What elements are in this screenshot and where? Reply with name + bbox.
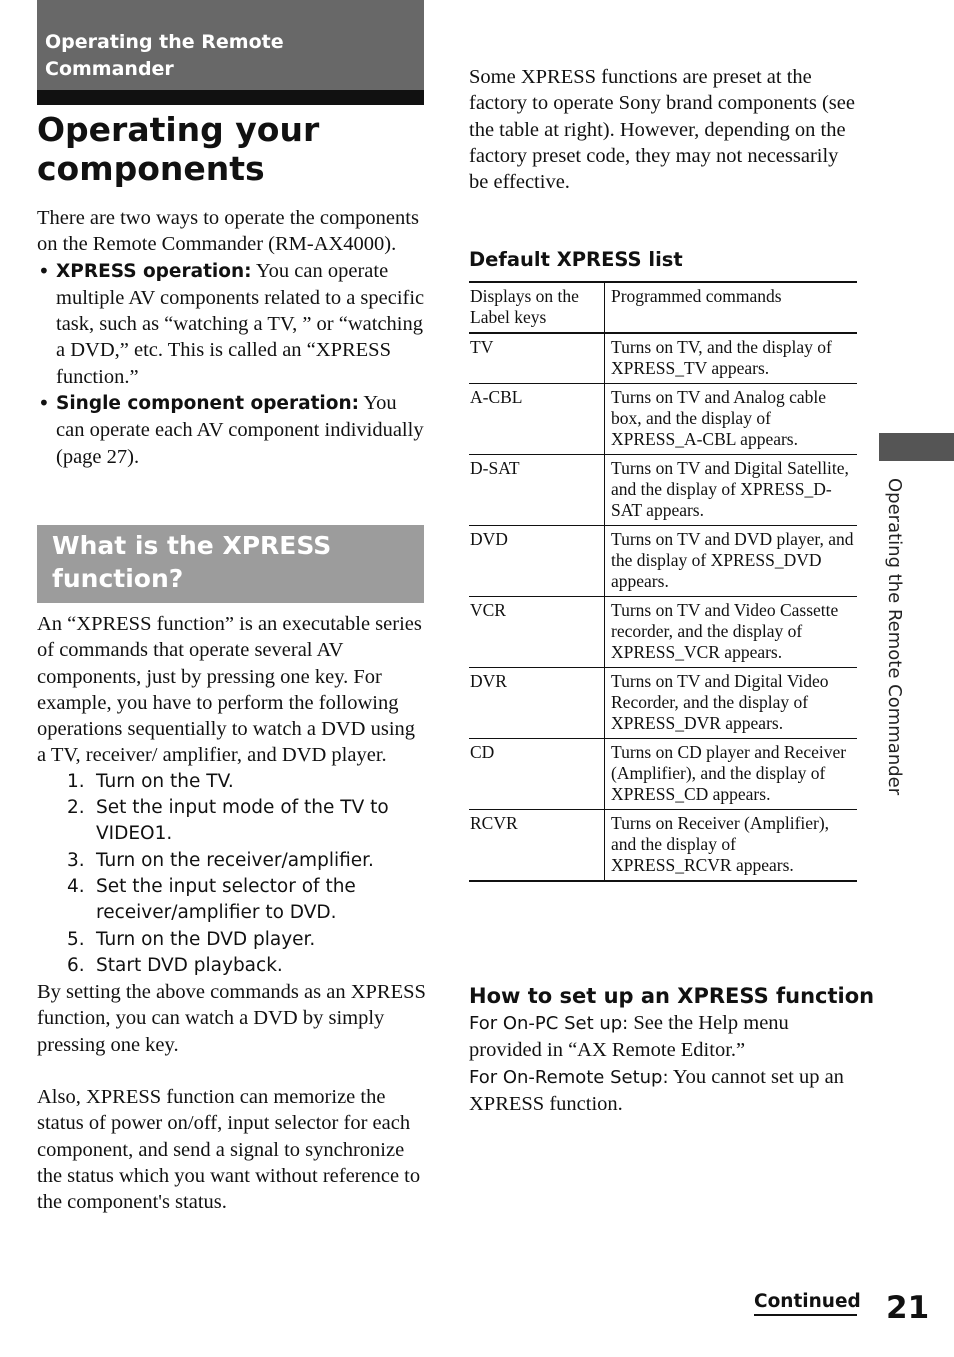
howto-section xyxy=(469,1010,859,1117)
step-text: Set the input mode of the TV to VIDEO1. xyxy=(96,797,389,845)
table-row xyxy=(469,810,857,882)
table-cell-key: VCR xyxy=(469,597,605,668)
table-cell-command: Turns on TV and Digital Video Recorder, and the display of XPRESS_DVR appears. xyxy=(605,668,858,739)
xpress-paragraph-3: Also, XPRESS function can memorize the status of power on/off, input selector for each component, and send a signal to synchronize the status which you want without reference to the component's status. xyxy=(37,1086,421,1214)
bullet-text: You can operate each AV component individually (page 27). xyxy=(56,392,424,468)
onpc-instruction xyxy=(469,1010,859,1064)
table-row xyxy=(469,739,857,810)
step-item xyxy=(37,795,427,848)
page-title-line1: Operating your xyxy=(37,110,320,149)
paragraph-gap xyxy=(37,1058,427,1084)
step-item xyxy=(37,953,427,979)
table-cell-command: Turns on TV and Video Cassette recorder, and the display of XPRESS_VCR appears. xyxy=(605,597,858,668)
table-cell-command: Turns on Receiver (Amplifier), and the display of XPRESS_RCVR appears. xyxy=(605,810,858,882)
table-row xyxy=(469,597,857,668)
side-section-label: Operating the Remote Commander xyxy=(884,478,905,796)
table-cell-command: Turns on TV and Digital Satellite, and the display of XPRESS_D-SAT appears. xyxy=(605,455,858,526)
page-number: 21 xyxy=(886,1290,930,1326)
step-item xyxy=(37,874,427,927)
default-xpress-table xyxy=(469,281,857,882)
xpress-paragraph-2: By setting the above commands as an XPRESS function, you can watch a DVD by simply pressing one key. xyxy=(37,981,426,1056)
intro-paragraph: There are two ways to operate the components on the Remote Commander (RM-AX4000). xyxy=(37,207,419,256)
operation-methods-list xyxy=(37,258,427,470)
preset-paragraph: Some XPRESS functions are preset at the factory to operate Sony brand components (see the table at right). However, depending on the factory preset code, they may not necessarily be effective. xyxy=(469,66,855,194)
table-row xyxy=(469,526,857,597)
bullet-single-component-operation xyxy=(37,390,427,470)
table-row xyxy=(469,455,857,526)
onremote-text: You cannot set up an XPRESS function. xyxy=(469,1065,844,1115)
step-text: Turn on the receiver/amplifier. xyxy=(96,849,374,871)
onremote-label: For On-Remote Setup: xyxy=(469,1066,669,1088)
table-cell-command: Turns on TV and Analog cable box, and the display of XPRESS_A-CBL appears. xyxy=(605,384,858,455)
howto-title: How to set up an XPRESS function xyxy=(469,984,875,1008)
table-header-row xyxy=(469,282,857,333)
step-text: Turn on the DVD player. xyxy=(96,928,316,950)
onpc-label: For On-PC Set up: xyxy=(469,1013,629,1034)
section-header-line1: Operating the Remote xyxy=(45,31,284,53)
bullet-xpress-operation xyxy=(37,258,427,390)
step-number: 3. xyxy=(67,849,85,871)
table-row xyxy=(469,668,857,739)
step-text: Set the input selector of the receiver/amplifier to DVD. xyxy=(96,875,356,924)
step-item xyxy=(37,848,427,874)
step-item xyxy=(37,769,427,795)
xpress-explanation xyxy=(37,611,427,1216)
table-cell-key: DVD xyxy=(469,526,605,597)
steps-list xyxy=(37,769,427,979)
table-cell-key: D-SAT xyxy=(469,455,605,526)
table-header-cell: Displays on the Label keys xyxy=(469,282,605,333)
page-title-line2: components xyxy=(37,149,265,188)
section-header-line2: Commander xyxy=(45,58,174,80)
subsection-title-line2: function? xyxy=(52,564,184,593)
table-cell-command: Turns on TV and DVD player, and the display of XPRESS_DVD appears. xyxy=(605,526,858,597)
onremote-instruction xyxy=(469,1064,859,1118)
step-item xyxy=(37,927,427,953)
step-number: 4. xyxy=(67,875,85,897)
step-number: 5. xyxy=(67,928,85,950)
step-number: 1. xyxy=(67,770,85,792)
table-header-cell: Programmed commands xyxy=(605,282,858,333)
table-cell-command: Turns on CD player and Receiver (Amplifier), and the display of XPRESS_CD appears. xyxy=(605,739,858,810)
intro-section xyxy=(37,205,427,470)
default-list-title: Default XPRESS list xyxy=(469,248,683,271)
bullet-text: You can operate multiple AV components related to a specific task, such as “watching a TV, ” or “watching a DVD,” etc. This is called an “XPRESS function.” xyxy=(56,259,425,388)
table-cell-key: TV xyxy=(469,333,605,384)
table-cell-key: A-CBL xyxy=(469,384,605,455)
xpress-paragraph-1: An “XPRESS function” is an executable series of commands that operate several AV components, just by pressing one key. For example, you have to perform the following operations sequentially to watch a DVD using a TV, receiver/ amplifier, and DVD player. xyxy=(37,613,422,767)
page-title xyxy=(37,110,427,188)
subsection-header xyxy=(37,525,424,603)
side-thumb-tab xyxy=(879,433,954,461)
continued-label: Continued xyxy=(754,1290,857,1316)
section-header xyxy=(37,0,424,90)
table-row xyxy=(469,333,857,384)
bullet-term: Single component operation: xyxy=(56,393,360,415)
table-cell-key: CD xyxy=(469,739,605,810)
step-text: Start DVD playback. xyxy=(96,954,283,976)
table-cell-key: RCVR xyxy=(469,810,605,882)
step-text: Turn on the TV. xyxy=(96,770,234,792)
step-number: 2. xyxy=(67,797,85,819)
preset-note xyxy=(469,64,859,195)
table-cell-command: Turns on TV, and the display of XPRESS_TV appears. xyxy=(605,333,858,384)
onpc-text: See the Help menu provided in “AX Remote Editor.” xyxy=(469,1012,789,1062)
bullet-term: XPRESS operation: xyxy=(56,260,252,282)
table-cell-key: DVR xyxy=(469,668,605,739)
step-number: 6. xyxy=(67,954,85,976)
subsection-title-line1: What is the XPRESS xyxy=(52,531,332,560)
section-divider-bar xyxy=(37,90,424,105)
table-row xyxy=(469,384,857,455)
